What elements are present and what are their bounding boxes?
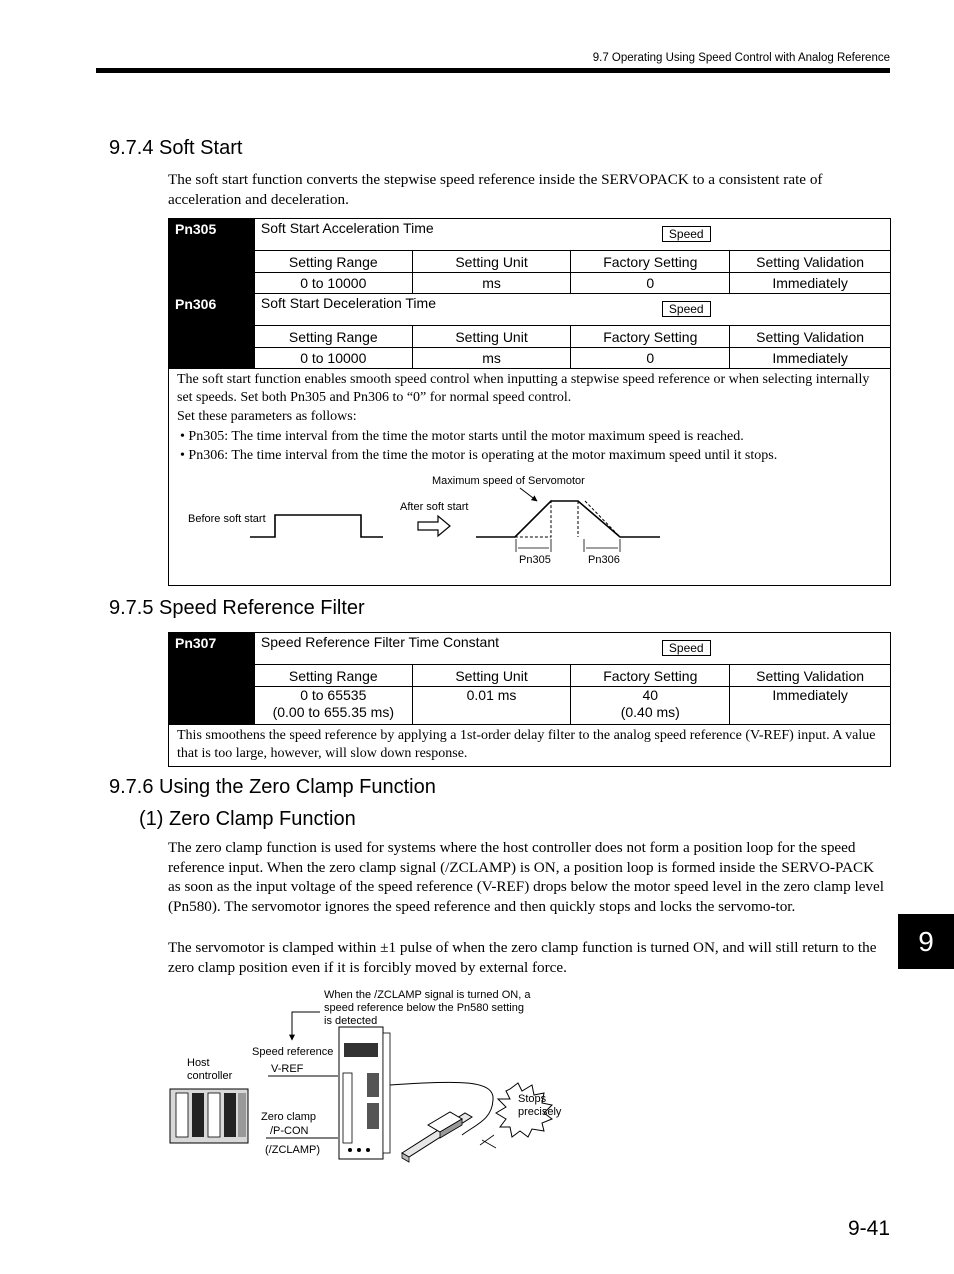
speed-badge: Speed [662,226,711,242]
section-title-974: 9.7.4 Soft Start [109,137,243,159]
param-name-pn306 [254,294,890,326]
header-setting-unit: Setting Unit [412,665,571,687]
max-speed-pointer [520,488,537,501]
param-id-pn307: Pn307 [169,633,255,725]
range-line-1: 0 to 65535 [300,687,367,703]
value-validation: Immediately [730,687,891,725]
note-para: Set these parameters as follows: [177,409,357,424]
zero-clamp-para-1: The zero clamp function is used for systems where the host controller does not form a position loop for the speed reference input. When the zero clamp signal (/ZCLAMP) is ON, a position loop is formed inside the SERVO-PACK as soon as the input voltage of the speed reference (V-REF) drops below the motor speed level in the zero clamp level (Pn580). The servomotor ignores the speed reference and then quickly stops and locks the servomo-tor. [168,839,884,915]
value-range: 0 to 10000 [254,273,412,294]
soft-start-diagram [168,468,890,580]
label-after-soft-start: After soft start [400,501,469,513]
callout-pointer [292,1012,320,1040]
subsection-title: (1) Zero Clamp Function [139,808,356,830]
zero-clamp-diagram [160,985,580,1170]
label-pcon: /P-CON [270,1125,309,1137]
header-setting-range: Setting Range [254,251,412,273]
header-setting-unit: Setting Unit [412,251,571,273]
speed-filter-note: This smoothens the speed reference by applying a 1st-order delay filter to the analog speed reference (V-REF) input. A value that is too large, however, will slow down response. [169,725,891,767]
host-controller-plc-icon [170,1089,248,1143]
trapezoid-waveform [476,501,660,537]
header-factory-setting: Factory Setting [571,326,730,348]
arrow-right-icon [418,516,450,536]
section-title-975: 9.7.5 Speed Reference Filter [109,597,365,619]
header-factory-setting: Factory Setting [571,251,730,273]
lock-mark [482,1140,496,1148]
note-bullet: • Pn305: The time interval from the time the motor starts until the motor maximum speed is reached. [180,428,744,444]
decel-slope-guide [585,501,620,537]
param-id-pn305: Pn305 [169,219,255,294]
label-zero-clamp: Zero clamp [261,1111,317,1123]
label-stops-precisely: Stops precisely [518,1093,562,1118]
servopack-icon [339,1027,390,1159]
value-factory: 0 [571,348,730,369]
value-unit: 0.01 ms [412,687,571,725]
value-unit: ms [412,348,571,369]
label-host-controller: Host controller [187,1057,233,1082]
header-setting-unit: Setting Unit [412,326,571,348]
speed-badge: Speed [662,640,711,656]
soft-start-intro: The soft start function converts the stepwise speed reference inside the SERVOPACK to a consistent rate of acceleration and deceleration. [168,171,823,208]
range-line-2: (0.00 to 655.35 ms) [272,704,394,720]
step-waveform [250,515,383,537]
linear-motor-icon [402,1112,472,1162]
value-factory: 0 [571,273,730,294]
label-pn306: Pn306 [588,554,620,566]
header-setting-validation: Setting Validation [730,326,891,348]
zero-clamp-para-2: The servomotor is clamped within ±1 pulse of when the zero clamp function is turned ON, and will still return to the zero clamp position even if it is forcibly moved by external force. [168,939,877,976]
factory-line-2: (0.40 ms) [620,704,680,720]
param-name-label: Soft Start Acceleration Time [260,220,434,236]
speed-badge: Speed [662,301,711,317]
value-range [254,687,412,725]
param-name-label: Soft Start Deceleration Time [260,295,436,311]
speed-filter-param-table [168,632,891,767]
value-range: 0 to 10000 [254,348,412,369]
label-speed-reference: Speed reference [252,1046,334,1058]
label-vref: V-REF [271,1063,304,1075]
label-pn305: Pn305 [519,554,551,566]
value-factory [571,687,730,725]
header-setting-range: Setting Range [254,326,412,348]
note-para: The soft start function enables smooth speed control when inputting a stepwise speed reference or when selecting internally set speeds. Set both Pn305 and Pn306 to “0” for normal speed control. [177,372,870,405]
header-rule [96,68,890,73]
param-name-pn305 [254,219,890,251]
label-before-soft-start: Before soft start [188,513,266,525]
section-title-976: 9.7.6 Using the Zero Clamp Function [109,776,436,798]
header-factory-setting: Factory Setting [571,665,730,687]
header-setting-validation: Setting Validation [730,665,891,687]
running-header: 9.7 Operating Using Speed Control with Analog Reference [592,52,890,64]
header-setting-validation: Setting Validation [730,251,891,273]
note-bullet: • Pn306: The time interval from the time the motor is operating at the motor maximum speed until it stops. [180,448,778,463]
factory-line-1: 40 [642,687,659,703]
chapter-tab: 9 [898,914,954,969]
param-name-label: Speed Reference Filter Time Constant [260,634,500,650]
label-max-speed: Maximum speed of Servomotor [432,475,585,487]
header-setting-range: Setting Range [254,665,412,687]
page-number: 9-41 [847,1217,890,1240]
value-unit: ms [412,273,571,294]
zclamp-callout: When the /ZCLAMP signal is turned ON, a speed reference below the Pn580 setting is detected [324,989,531,1027]
param-name-pn307 [254,633,890,665]
label-zclamp: (/ZCLAMP) [265,1144,320,1156]
param-id-pn306: Pn306 [169,294,255,369]
value-validation: Immediately [730,273,891,294]
value-validation: Immediately [730,348,891,369]
